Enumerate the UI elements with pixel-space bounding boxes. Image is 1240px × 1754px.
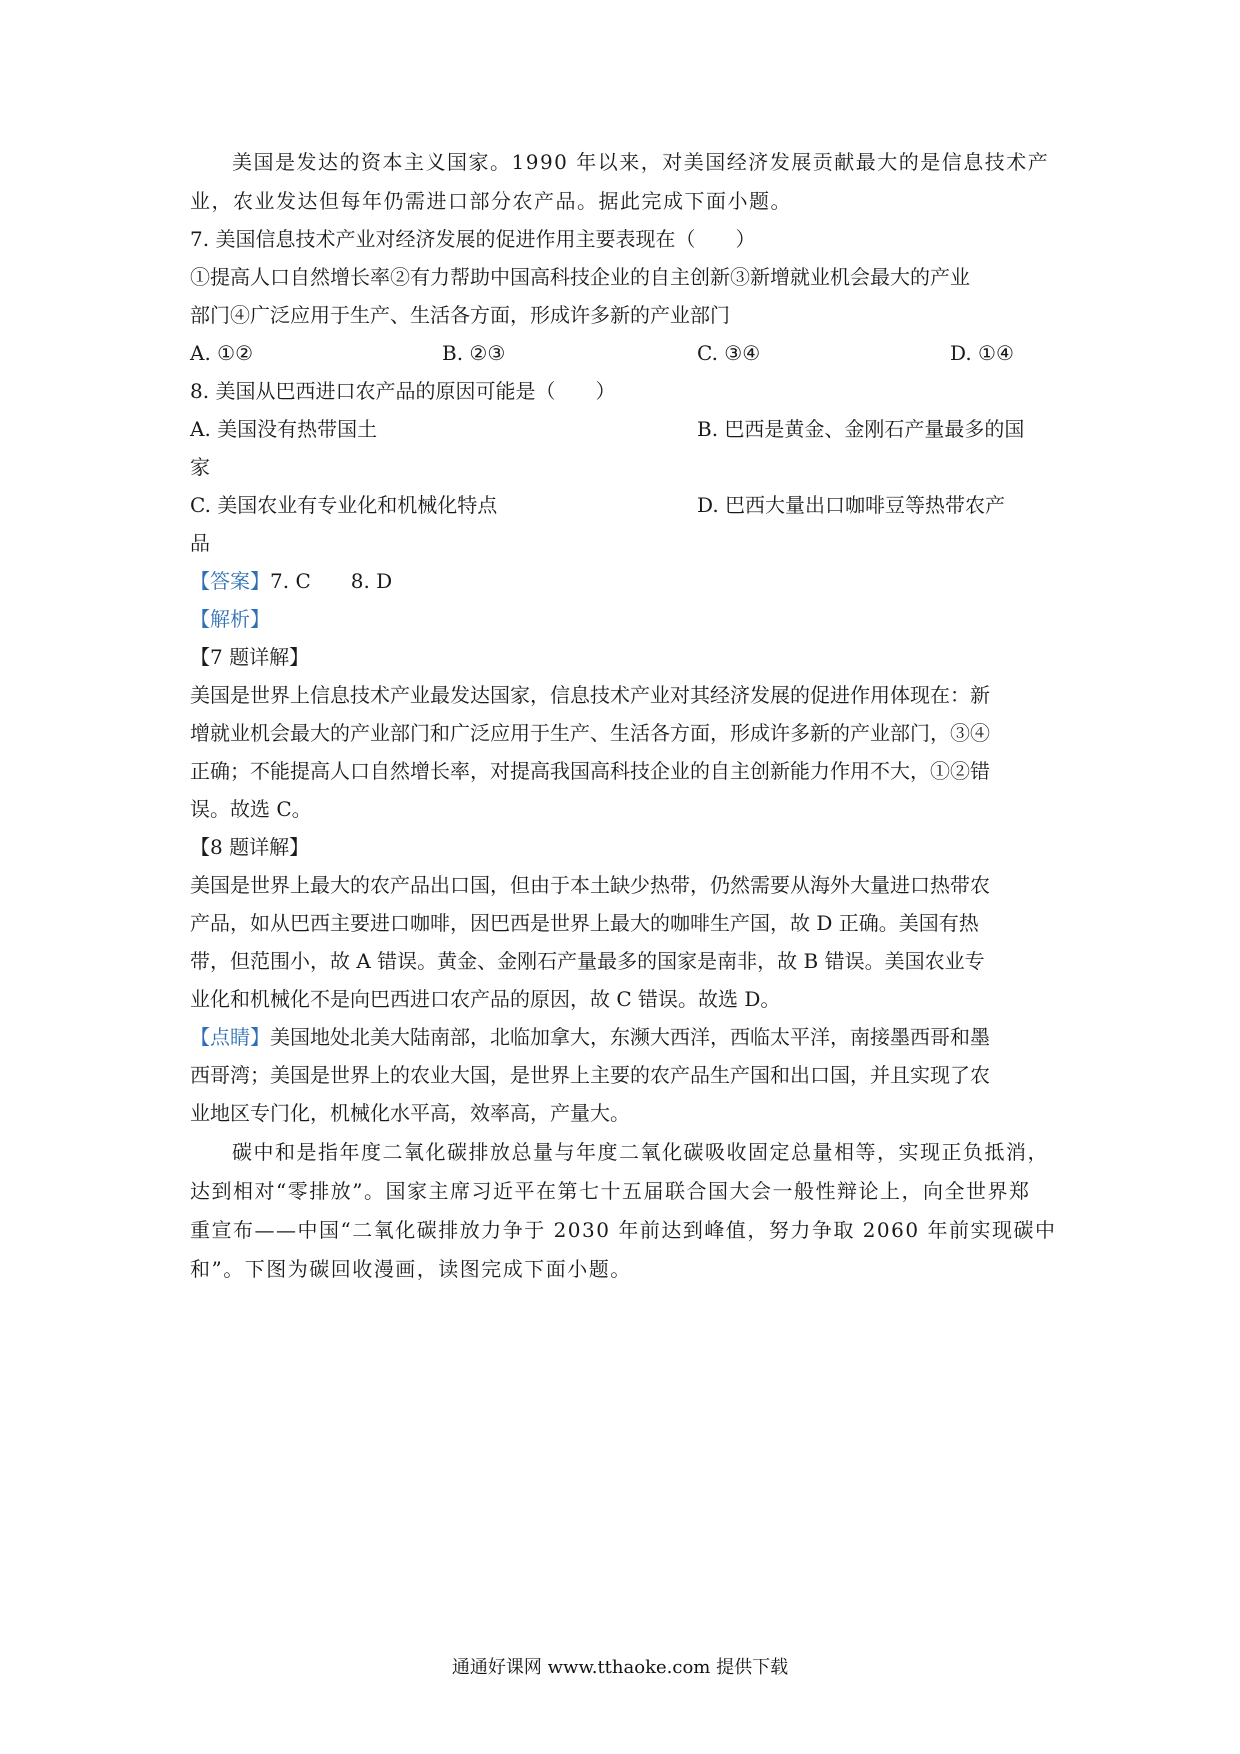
tip-line1 — [190, 1022, 1052, 1052]
q7-detail-heading: 【7 题详解】 — [190, 645, 310, 669]
answer-value: 7. C 8. D — [270, 569, 393, 593]
page-footer: 通通好课网 www.tthaoke.com 提供下载 — [451, 1657, 789, 1678]
tip-text: 美国地处北美大陆南部，北临加拿大，东濒大西洋，西临太平洋，南接墨西哥和墨 — [270, 1025, 990, 1049]
q7-option-d: D. ①④ — [950, 341, 1014, 365]
q7-detail-line: 误。故选 C。 — [190, 797, 312, 821]
q8-option-a: A. 美国没有热带国土 — [190, 417, 378, 441]
q7-statements-line2: 部门④广泛应用于生产、生活各方面，形成许多新的产业部门 — [190, 303, 730, 327]
passage2-line: 和”。下图为碳回收漫画，读图完成下面小题。 — [190, 1257, 632, 1281]
q8-option-b: B. 巴西是黄金、金刚石产量最多的国 — [697, 417, 1025, 441]
q8-detail-line: 美国是世界上最大的农产品出口国，但由于本土缺少热带，仍然需要从海外大量进口热带农 — [190, 873, 990, 897]
q7-stem: 7. 美国信息技术产业对经济发展的促进作用主要表现在（ ） — [190, 227, 756, 251]
q8-detail-line: 带，但范围小，故 A 错误。黄金、金刚石产量最多的国家是南非，故 B 错误。美国农业专 — [190, 949, 985, 973]
q7-option-b: B. ②③ — [442, 341, 506, 365]
tip-line3: 业地区专门化，机械化水平高，效率高，产量大。 — [190, 1101, 630, 1125]
answer-label: 【答案】 — [190, 569, 270, 593]
q7-statements-line1: ①提高人口自然增长率②有力帮助中国高科技企业的自主创新③新增就业机会最大的产业 — [190, 265, 970, 289]
q7-detail-line: 增就业机会最大的产业部门和广泛应用于生产、生活各方面，形成许多新的产业部门，③④ — [190, 721, 990, 745]
passage1-line2: 业，农业发达但每年仍需进口部分农产品。据此完成下面小题。 — [190, 189, 792, 213]
q8-option-d: D. 巴西大量出口咖啡豆等热带农产 — [697, 493, 1006, 517]
q8-option-c: C. 美国农业有专业化和机械化特点 — [190, 493, 498, 517]
tip-label: 【点睛】 — [190, 1025, 270, 1049]
q8-detail-line: 产品，如从巴西主要进口咖啡，因巴西是世界上最大的咖啡生产国，故 D 正确。美国有热 — [190, 911, 979, 935]
q8-option-b-continued: 家 — [190, 455, 210, 479]
analysis-label: 【解析】 — [190, 607, 270, 631]
answer-line — [190, 566, 1052, 596]
q7-option-a: A. ①② — [190, 341, 254, 365]
passage2-line: 碳中和是指年度二氧化碳排放总量与年度二氧化碳吸收固定总量相等，实现正负抵消， — [232, 1140, 1049, 1164]
q8-detail-line: 业化和机械化不是向巴西进口农产品的原因，故 C 错误。故选 D。 — [190, 987, 781, 1011]
q7-detail-line: 正确；不能提高人口自然增长率，对提高我国高科技企业的自主创新能力作用不大，①②错 — [190, 759, 990, 783]
q7-option-c: C. ③④ — [697, 341, 761, 365]
q8-option-d-continued: 品 — [190, 531, 210, 555]
q8-detail-heading: 【8 题详解】 — [190, 835, 310, 859]
tip-line2: 西哥湾；美国是世界上的农业大国，是世界上主要的农产品生产国和出口国，并且实现了农 — [190, 1063, 990, 1087]
passage2-line: 达到相对“零排放”。国家主席习近平在第七十五届联合国大会一般性辩论上，向全世界郑 — [190, 1179, 1031, 1203]
passage2-line: 重宣布——中国“二氧化碳排放力争于 2030 年前达到峰值，努力争取 2060 年前实现碳中 — [190, 1218, 1057, 1242]
q8-stem: 8. 美国从巴西进口农产品的原因可能是（ ） — [190, 379, 616, 403]
passage1-line1: 美国是发达的资本主义国家。1990 年以来，对美国经济发展贡献最大的是信息技术产 — [232, 150, 1050, 174]
q7-detail-line: 美国是世界上信息技术产业最发达国家，信息技术产业对其经济发展的促进作用体现在：新 — [190, 683, 990, 707]
